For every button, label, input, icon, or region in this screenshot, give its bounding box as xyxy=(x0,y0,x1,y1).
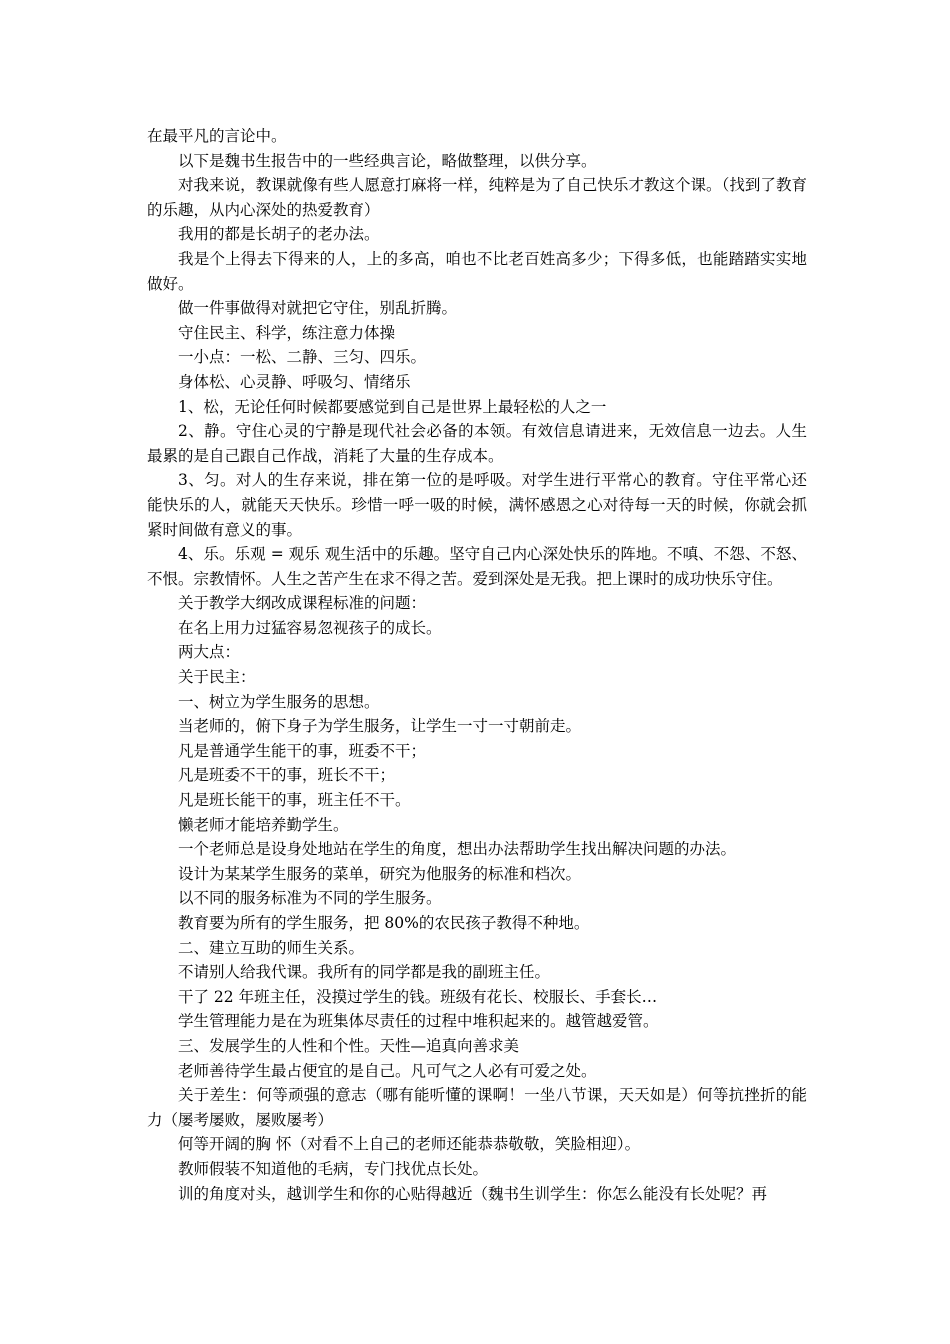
paragraph: 两大点： xyxy=(178,643,241,662)
paragraph: 身体松、心灵静、呼吸匀、情绪乐 xyxy=(178,372,411,391)
paragraph: 在最平凡的言论中。 xyxy=(147,127,287,145)
paragraph: 一个老师总是设身处地站在学生的角度，想出办法帮助学生找出解决问题的办法。 xyxy=(178,840,737,859)
paragraph: 在名上用力过猛容易忽视孩子的成长。 xyxy=(178,618,442,637)
paragraph: 关于民主： xyxy=(178,668,256,687)
paragraph: 2、静。守住心灵的宁静是现代社会必备的本领。有效信息请进来，无效信息一边去。人生最累的是自己跟自己作战，消耗了大量的生存成本。 xyxy=(147,422,807,465)
paragraph: 设计为某某学生服务的菜单，研究为他服务的标准和档次。 xyxy=(178,864,582,883)
paragraph: 守住民主、科学，练注意力体操 xyxy=(178,323,396,342)
document-body xyxy=(147,124,807,1206)
paragraph: 不请别人给我代课。我所有的同学都是我的副班主任。 xyxy=(178,963,551,982)
paragraph: 三、发展学生的人性和个性。天性—追真向善求美 xyxy=(178,1036,520,1055)
paragraph: 学生管理能力是在为班集体尽责任的过程中堆积起来的。越管越爱管。 xyxy=(178,1012,659,1031)
paragraph: 何等开阔的胸 怀（对看不上自己的老师还能恭恭敬敬，笑脸相迎）。 xyxy=(178,1135,641,1154)
paragraph: 关于教学大纲改成课程标准的问题： xyxy=(178,594,427,613)
paragraph: 关于差生：何等顽强的意志（哪有能听懂的课啊！一坐八节课，天天如是）何等抗挫折的能力（屡考屡败，屡败屡考） xyxy=(147,1086,807,1129)
paragraph: 二、建立互助的师生关系。 xyxy=(178,938,365,957)
paragraph: 懒老师才能培养勤学生。 xyxy=(178,815,349,834)
paragraph: 老师善待学生最占便宜的是自己。凡可气之人必有可爱之处。 xyxy=(178,1061,597,1080)
paragraph: 凡是班长能干的事，班主任不干。 xyxy=(178,791,411,810)
paragraph: 教育要为所有的学生服务，把 80%的农民孩子教得不种地。 xyxy=(178,914,590,932)
paragraph: 做一件事做得对就把它守住，别乱折腾。 xyxy=(178,299,458,318)
paragraph: 以下是魏书生报告中的一些经典言论，略做整理，以供分享。 xyxy=(178,151,597,170)
paragraph: 4、乐。乐观 = 观乐 观生活中的乐趣。坚守自己内心深处快乐的阵地。不嗔、不怨、不怒、不恨。宗教情怀。人生之苦产生在求不得之苦。爱到深处是无我。把上课时的成功快乐守住。 xyxy=(147,545,807,588)
paragraph: 1、松，无论任何时候都要感觉到自己是世界上最轻松的人之一 xyxy=(178,397,607,416)
paragraph: 对我来说，教课就像有些人愿意打麻将一样，纯粹是为了自己快乐才教这个课。（找到了教育的乐趣，从内心深处的热爱教育） xyxy=(147,176,807,219)
paragraph: 训的角度对头，越训学生和你的心贴得越近（魏书生训学生：你怎么能没有长处呢？再 xyxy=(178,1184,768,1203)
paragraph: 一小点：一松、二静、三匀、四乐。 xyxy=(178,348,427,367)
paragraph: 教师假装不知道他的毛病，专门找优点长处。 xyxy=(178,1159,489,1178)
paragraph: 3、匀。对人的生存来说，排在第一位的是呼吸。对学生进行平常心的教育。守住平常心还能快乐的人，就能天天快乐。珍惜一呼一吸的时候，满怀感恩之心对待每一天的时候，你就会抓紧时间做有意义的事。 xyxy=(147,471,807,539)
paragraph: 凡是普通学生能干的事，班委不干； xyxy=(178,741,427,760)
paragraph: 我用的都是长胡子的老办法。 xyxy=(178,225,380,244)
paragraph: 我是个上得去下得来的人，上的多高，咱也不比老百姓高多少；下得多低，也能踏踏实实地做好。 xyxy=(147,249,807,293)
paragraph: 凡是班委不干的事，班长不干； xyxy=(178,766,396,785)
paragraph: 一、树立为学生服务的思想。 xyxy=(178,692,380,711)
paragraph: 干了 22 年班主任，没摸过学生的钱。班级有花长、校服长、手套长… xyxy=(178,987,658,1006)
paragraph: 以不同的服务标准为不同的学生服务。 xyxy=(178,889,442,908)
paragraph: 当老师的，俯下身子为学生服务，让学生一寸一寸朝前走。 xyxy=(178,717,582,736)
